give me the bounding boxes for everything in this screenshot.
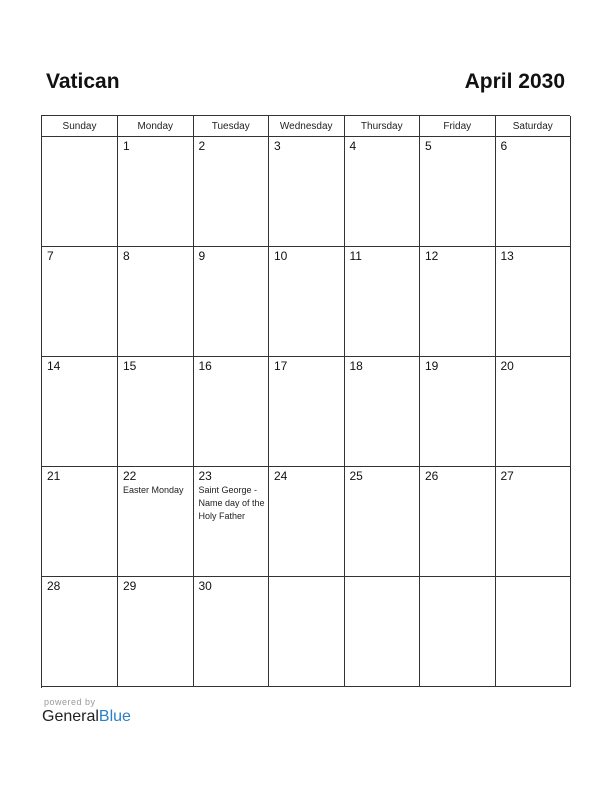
holiday-label: Easter Monday <box>123 485 184 495</box>
brand-name-part1: General <box>42 708 99 725</box>
day-number: 12 <box>425 249 439 263</box>
day-cell <box>344 577 420 687</box>
day-number: 9 <box>198 249 206 263</box>
day-cell <box>495 247 571 357</box>
calendar-week-row <box>42 577 571 687</box>
calendar-body <box>42 137 571 687</box>
day-number: 22 <box>123 469 137 483</box>
day-cell <box>344 137 420 247</box>
day-cell <box>269 467 345 577</box>
day-number: 4 <box>349 139 357 153</box>
day-cell <box>118 467 194 577</box>
day-cell <box>495 137 571 247</box>
day-number: 23 <box>198 469 212 483</box>
powered-by-label: powered by <box>44 697 96 707</box>
day-number: 19 <box>425 359 439 373</box>
day-number <box>269 577 344 580</box>
day-number: 24 <box>274 469 288 483</box>
day-number: 6 <box>500 139 508 153</box>
weekday-header: Friday <box>420 116 496 137</box>
day-number: 10 <box>274 249 288 263</box>
calendar-grid <box>41 115 570 688</box>
day-cell <box>118 137 194 247</box>
day-cell <box>42 577 118 687</box>
day-number: 16 <box>198 359 212 373</box>
generalblue-logo <box>42 708 131 726</box>
day-cell <box>42 247 118 357</box>
day-cell <box>420 577 496 687</box>
day-cell <box>344 247 420 357</box>
day-cell <box>193 137 269 247</box>
calendar-week-row <box>42 357 571 467</box>
day-number: 7 <box>47 249 54 263</box>
day-cell <box>42 357 118 467</box>
day-cell <box>269 357 345 467</box>
day-cell <box>42 137 118 247</box>
weekday-header: Tuesday <box>193 116 269 137</box>
day-cell <box>420 247 496 357</box>
holiday-label: Saint George - Name day of the Holy Father <box>198 485 265 521</box>
day-number <box>42 137 117 140</box>
brand-name-part2: Blue <box>98 708 131 725</box>
day-cell <box>269 247 345 357</box>
weekday-header: Thursday <box>344 116 420 137</box>
weekday-header: Wednesday <box>269 116 345 137</box>
day-cell <box>193 247 269 357</box>
weekday-header: Sunday <box>42 116 118 137</box>
day-cell <box>118 357 194 467</box>
calendar-table <box>42 116 571 687</box>
day-number: 5 <box>425 139 432 153</box>
day-number: 28 <box>47 579 61 593</box>
day-cell <box>344 467 420 577</box>
day-number: 29 <box>123 579 137 593</box>
day-cell <box>269 137 345 247</box>
weekday-header-row <box>42 116 571 137</box>
day-number: 30 <box>198 579 212 593</box>
weekday-header: Monday <box>118 116 194 137</box>
day-number <box>420 577 495 580</box>
day-number: 21 <box>47 469 61 483</box>
day-cell <box>420 137 496 247</box>
day-number: 25 <box>349 469 363 483</box>
day-cell <box>495 357 571 467</box>
day-number: 17 <box>274 359 288 373</box>
day-number: 13 <box>500 249 514 263</box>
day-cell <box>269 577 345 687</box>
day-number: 14 <box>47 359 61 373</box>
day-cell <box>118 247 194 357</box>
day-cell <box>495 467 571 577</box>
calendar-country-title: Vatican <box>46 70 120 93</box>
day-number: 2 <box>198 139 206 153</box>
day-number: 11 <box>349 249 362 263</box>
day-number: 3 <box>274 139 281 153</box>
day-number: 1 <box>123 139 130 153</box>
day-cell <box>344 357 420 467</box>
day-cell <box>193 577 269 687</box>
weekday-header: Saturday <box>495 116 571 137</box>
day-cell <box>193 357 269 467</box>
day-cell <box>420 357 496 467</box>
day-number: 8 <box>123 249 130 263</box>
day-number: 15 <box>123 359 137 373</box>
calendar-week-row <box>42 247 571 357</box>
day-number: 18 <box>349 359 363 373</box>
day-number: 26 <box>425 469 439 483</box>
calendar-month-title: April 2030 <box>464 70 565 93</box>
day-cell <box>495 577 571 687</box>
day-cell <box>193 467 269 577</box>
calendar-week-row <box>42 137 571 247</box>
day-cell <box>118 577 194 687</box>
day-number: 20 <box>500 359 514 373</box>
day-cell <box>420 467 496 577</box>
day-number <box>496 577 571 580</box>
calendar-week-row <box>42 467 571 577</box>
day-number: 27 <box>500 469 514 483</box>
day-number <box>345 577 420 580</box>
day-cell <box>42 467 118 577</box>
